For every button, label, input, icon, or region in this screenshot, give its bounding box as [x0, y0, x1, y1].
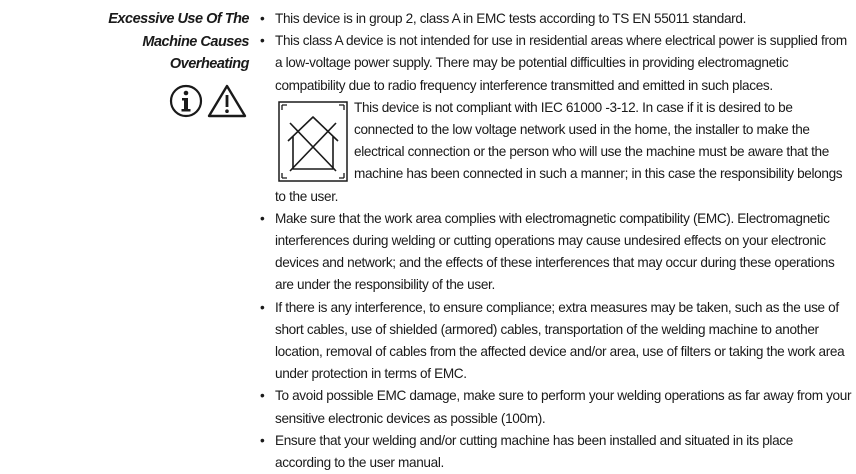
info-circle-icon — [171, 86, 201, 116]
bullet-text-5: To avoid possible EMC damage, make sure to perform your welding operations as far away from your sensitive electronic devices as possible (100m). — [275, 388, 852, 426]
bullet-marker: • — [260, 299, 265, 315]
list-item — [260, 208, 852, 297]
bullet-marker: • — [260, 432, 265, 448]
bullet-text-4: If there is any interference, to ensure compliance; extra measures may be taken, such as the use of short cables, use of shielded (armored) cables, transportation of the welding machine to another location, removal of cables from the affected device and/or area, use of filters or taking the work area under protection in terms of EMC. — [275, 299, 845, 382]
list-item — [260, 385, 852, 429]
list-item — [260, 297, 852, 386]
list-item — [260, 8, 852, 30]
bullet-text-1: This device is in group 2, class A in EMC tests according to TS EN 55011 standard. — [275, 11, 746, 26]
bullet-text-2: This class A device is not intended for use in residential areas where electrical power is supplied from a low-voltage power supply. There may be potential difficulties in providing electromagnetic compatibility due to radio frequency interference transmitted and emitted in such places. — [275, 33, 847, 93]
list-item — [260, 30, 852, 97]
warning-triangle-icon — [209, 86, 245, 116]
section-heading — [100, 8, 249, 76]
bullet-text-6: Ensure that your welding and/or cutting machine has been installed and situated in its place according to the user manual. — [275, 432, 793, 471]
bullet-marker: • — [260, 33, 265, 49]
heading-line-3: Overheating — [169, 56, 249, 72]
compliance-note-text: This device is not compliant with IEC 61000 -3-12. In case if it is desired to be connected to the low voltage network used in the home, the installer to make the electrical connection or the person who will use the machine must be aware that the machine has been connected in such a manner; in this case the responsibility belongs to the user. — [275, 99, 843, 204]
no-household-waste-icon — [278, 101, 348, 182]
compliance-note — [260, 97, 852, 208]
bullet-marker: • — [260, 388, 265, 404]
bullet-marker: • — [260, 11, 265, 26]
heading-line-1: Excessive Use Of The — [108, 11, 249, 27]
heading-line-2: Machine Causes — [142, 33, 249, 50]
list-item — [260, 430, 852, 474]
bullet-marker: • — [260, 210, 265, 226]
warning-icons — [169, 83, 249, 119]
bullet-text-3: Make sure that the work area complies with electromagnetic compatibility (EMC). Electromagnetic interferences during welding or cutting operations may cause undesired effects on your electronic devices and network; and the effects of these interferences that may occur during these operations are under the responsibility of the user. — [275, 210, 835, 293]
document-content — [260, 8, 852, 474]
